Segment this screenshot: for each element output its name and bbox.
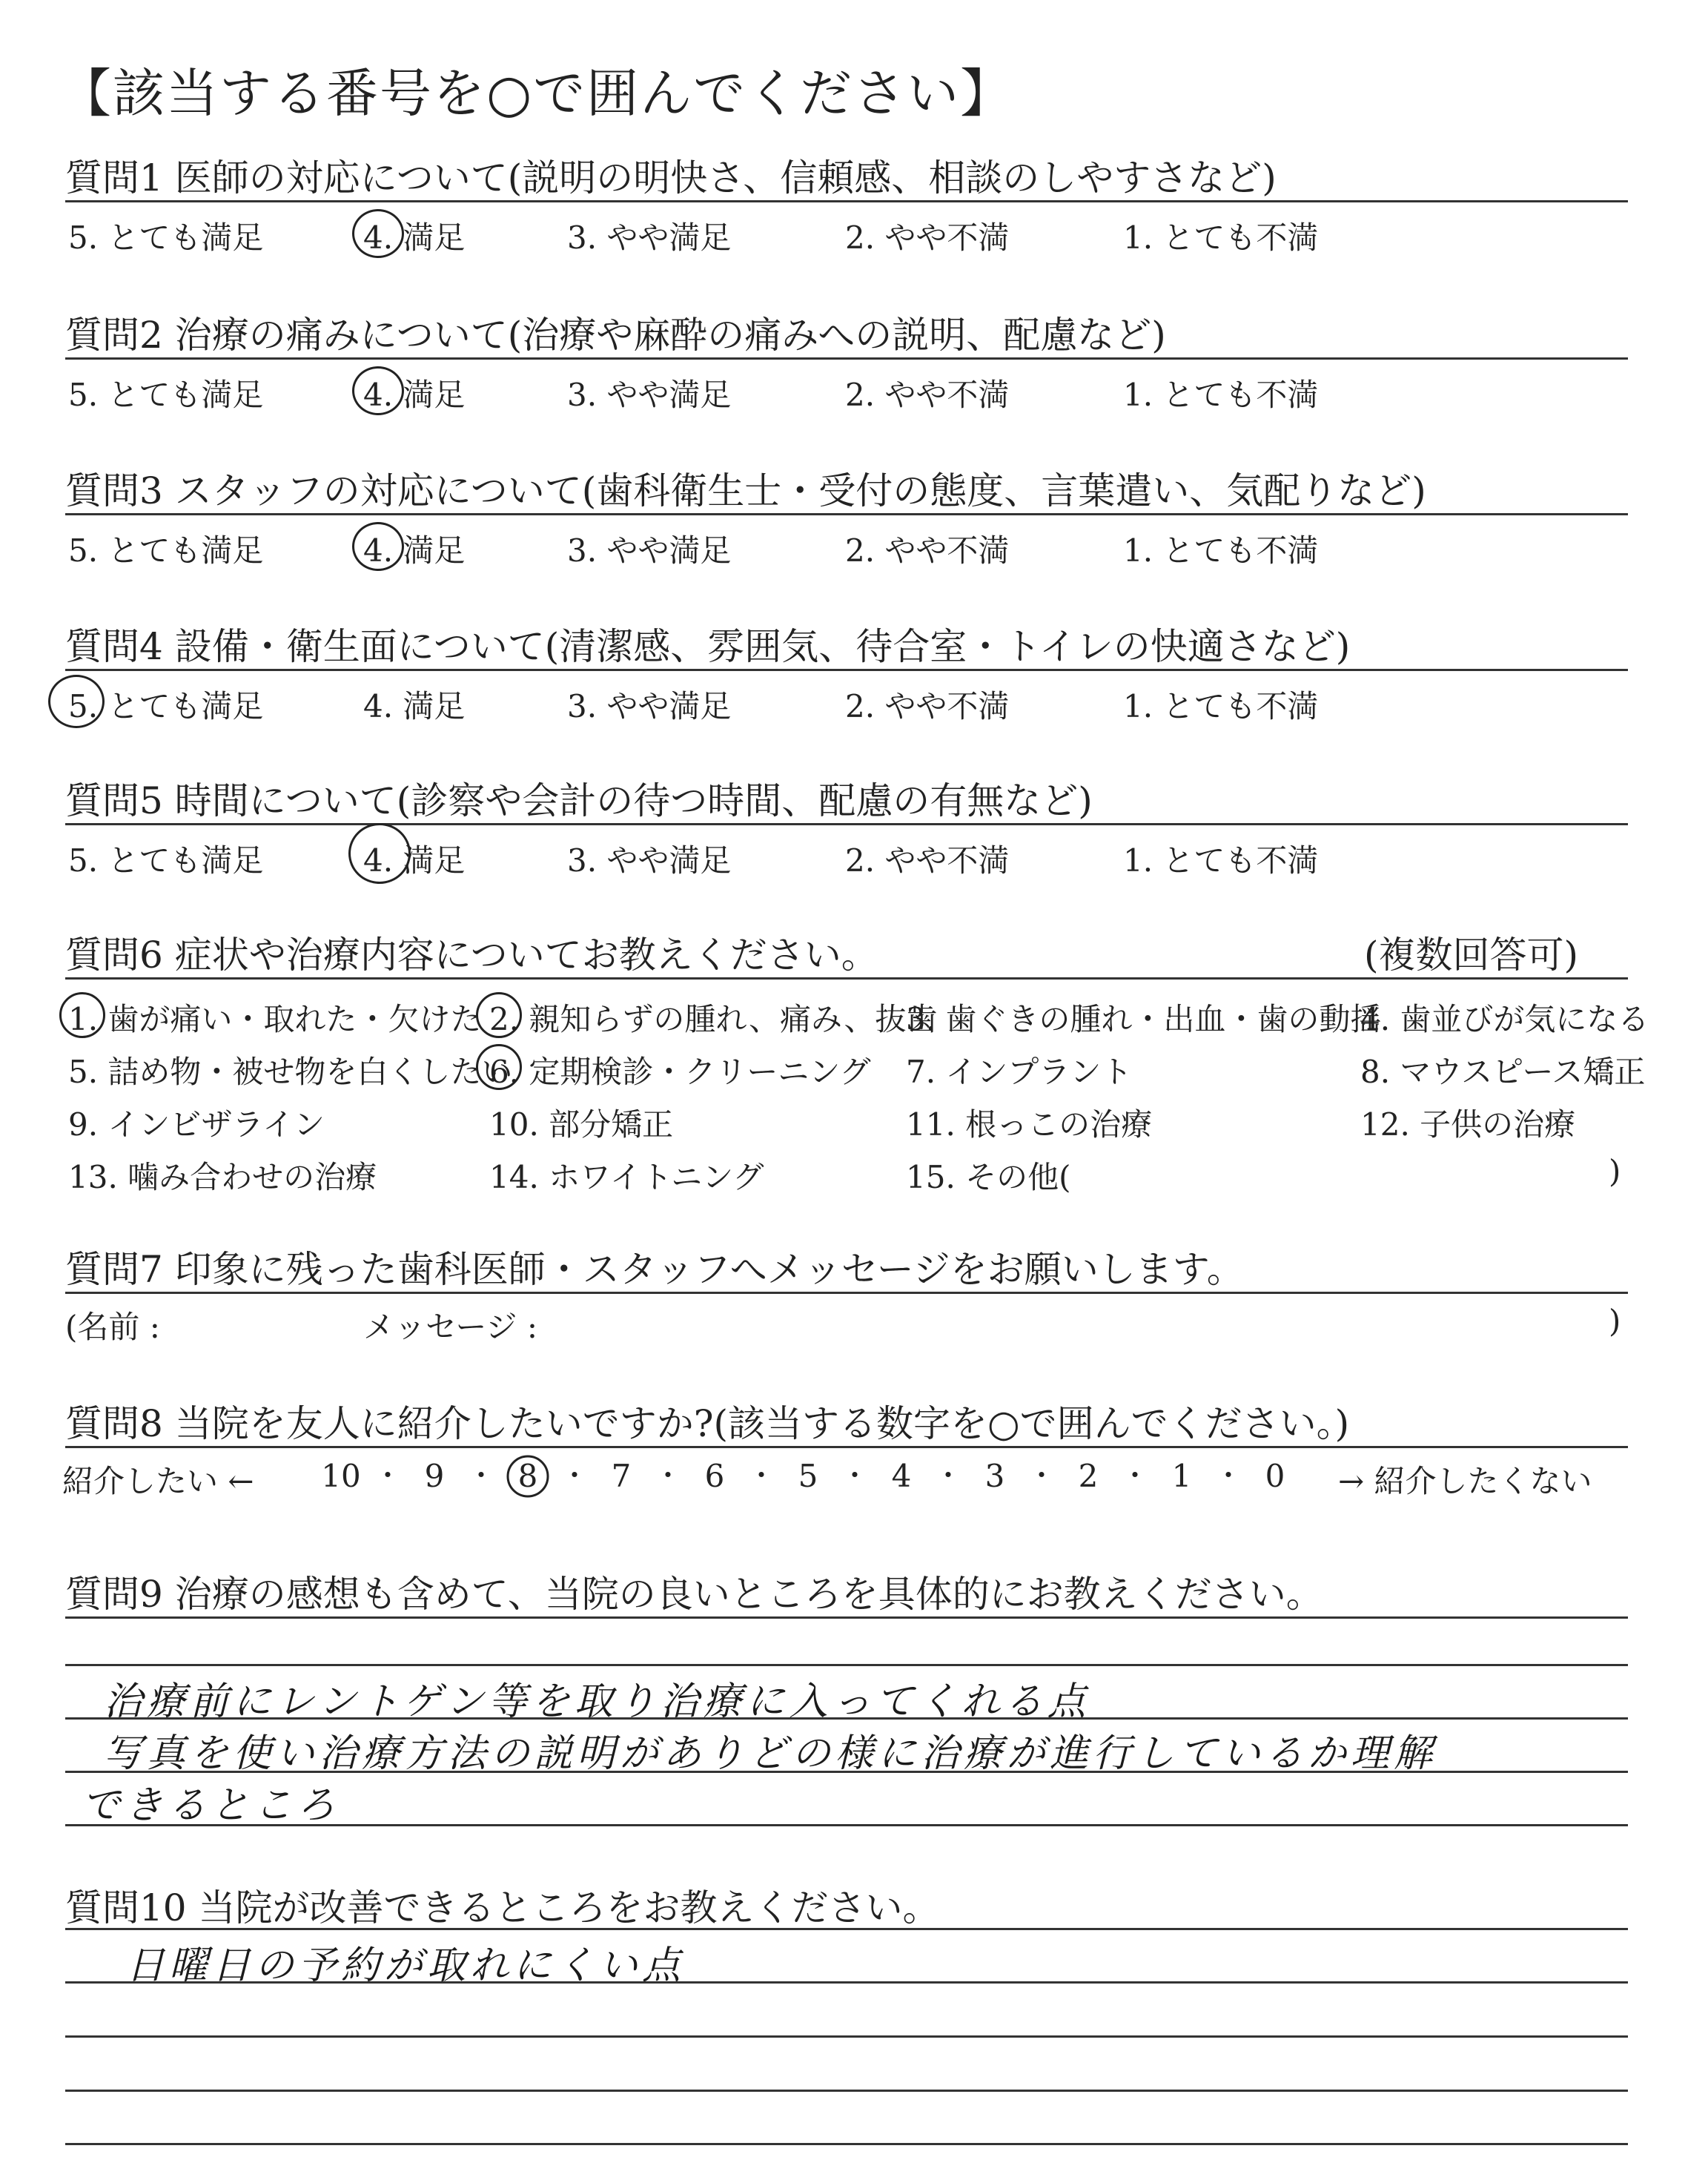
form-header: 【該当する番号を○で囲んでください】 [59,63,1014,124]
q7-close-paren: ) [1609,1303,1621,1339]
q5-selection-circle [348,823,411,884]
q5-option-5[interactable]: 5. とても満足 [68,842,264,879]
q7-message-label: メッセージ : [363,1309,537,1345]
q8-left-label: 紹介したい ← [62,1463,254,1499]
q6-option-7[interactable]: 7. インプラント [906,1054,1133,1090]
q7-rule [65,1292,1628,1294]
q5-rule [65,823,1628,825]
q8-scale-separator: ・ [747,1459,776,1492]
q8-scale-value-6[interactable]: 6 [704,1458,725,1494]
q1-rule [65,200,1628,202]
q4-option-2[interactable]: 2. やや不満 [845,688,1010,724]
q3-option-5[interactable]: 5. とても満足 [68,532,264,569]
q6-option-8[interactable]: 8. マウスピース矯正 [1360,1054,1646,1090]
q1-option-4[interactable]: 4. 満足 [363,219,466,256]
q5-title: 質問5 時間について(診察や会計の待つ時間、配慮の有無など) [65,779,1093,822]
q6-option-3[interactable]: 3. 歯ぐきの腫れ・出血・歯の動揺 [906,1001,1382,1037]
q8-rule [65,1446,1628,1448]
q6-rule [65,977,1628,980]
q5-option-1[interactable]: 1. とても不満 [1123,842,1319,879]
q6-option-5[interactable]: 5. 詰め物・被せ物を白くしたい [68,1054,513,1090]
q8-scale-separator: ・ [560,1459,589,1492]
q6-option-12[interactable]: 12. 子供の治療 [1360,1106,1576,1143]
q4-option-5[interactable]: 5. とても満足 [68,688,264,724]
q3-option-3[interactable]: 3. やや満足 [567,532,732,569]
q7-title: 質問7 印象に残った歯科医師・スタッフへメッセージをお願いします。 [65,1248,1244,1291]
q10-rule-1 [65,1928,1628,1930]
q6-option-14[interactable]: 14. ホワイトニング [489,1159,764,1195]
q4-option-4[interactable]: 4. 満足 [363,688,466,724]
q9-title: 質問9 治療の感想も含めて、当院の良いところを具体的にお教えください。 [65,1573,1323,1616]
q8-scale-separator: ・ [1027,1459,1056,1492]
q9-answer-line-3: できるところ [82,1783,340,1828]
q8-scale-value-7[interactable]: 7 [611,1458,632,1494]
q8-scale [311,1450,1334,1502]
q1-title: 質問1 医師の対応について(説明の明快さ、信頼感、相談のしやすさなど) [65,156,1277,199]
q2-selection-circle [352,366,404,415]
q1-option-3[interactable]: 3. やや満足 [567,219,732,256]
q6-option-6[interactable]: 6. 定期検診・クリーニング [489,1054,871,1090]
q10-answer-line-1: 日曜日の予約が取れにくい点 [126,1943,686,1988]
q10-rule-3 [65,2035,1628,2038]
q6-other-close-paren: ) [1609,1153,1621,1189]
q8-scale-value-9[interactable]: 9 [424,1458,445,1494]
q3-option-1[interactable]: 1. とても不満 [1123,532,1319,569]
q9-rule-1 [65,1616,1628,1619]
q1-option-2[interactable]: 2. やや不満 [845,219,1010,256]
q2-option-2[interactable]: 2. やや不満 [845,377,1010,413]
q2-option-5[interactable]: 5. とても満足 [68,377,264,413]
q10-title: 質問10 当院が改善できるところをお教えください。 [65,1886,940,1929]
q4-selection-circle [48,675,105,728]
q3-selection-circle [352,522,404,571]
q2-title: 質問2 治療の痛みについて(治療や麻酔の痛みへの説明、配慮など) [65,314,1166,357]
q6-option-2-circle [476,992,522,1038]
q6-option-9[interactable]: 9. インビザライン [68,1106,325,1143]
q8-scale-separator: ・ [373,1459,403,1492]
q3-rule [65,513,1628,515]
q8-scale-value-8[interactable]: 8 [517,1458,538,1494]
q1-selection-circle [352,209,404,258]
q8-scale-separator: ・ [653,1459,683,1492]
q8-scale-separator: ・ [466,1459,496,1492]
q8-scale-value-10[interactable]: 10 [321,1458,361,1494]
q8-scale-separator: ・ [1214,1459,1243,1492]
q5-option-3[interactable]: 3. やや満足 [567,842,732,879]
q7-name-label: (名前 : [65,1309,160,1345]
q1-option-1[interactable]: 1. とても不満 [1123,219,1319,256]
q9-answer-line-2: 写真を使い治療方法の説明がありどの様に治療が進行しているか理解 [104,1731,1437,1776]
q8-scale-value-4[interactable]: 4 [891,1458,912,1494]
q8-scale-value-1[interactable]: 1 [1171,1458,1192,1494]
q3-title: 質問3 スタッフの対応について(歯科衛生士・受付の態度、言葉遣い、気配りなど) [65,469,1426,512]
q3-option-2[interactable]: 2. やや不満 [845,532,1010,569]
q4-option-3[interactable]: 3. やや満足 [567,688,732,724]
q5-option-4[interactable]: 4. 満足 [363,842,466,879]
q6-option-1[interactable]: 1. 歯が痛い・取れた・欠けた [68,1001,482,1037]
q6-option-15[interactable]: 15. その他( [906,1159,1071,1195]
q5-option-2[interactable]: 2. やや不満 [845,842,1010,879]
q6-option-6-circle [476,1044,522,1090]
q6-option-11[interactable]: 11. 根っこの治療 [906,1106,1153,1143]
q8-scale-value-0[interactable]: 0 [1265,1458,1285,1494]
q6-option-2[interactable]: 2. 親知らずの腫れ、痛み、抜歯 [489,1001,938,1037]
q6-note: (複数回答可) [1364,934,1579,977]
q6-title: 質問6 症状や治療内容についてお教えください。 [65,934,878,977]
q8-scale-separator: ・ [840,1459,870,1492]
q2-option-4[interactable]: 4. 満足 [363,377,466,413]
q9-rule-2 [65,1664,1628,1666]
q4-option-1[interactable]: 1. とても不満 [1123,688,1319,724]
q6-option-13[interactable]: 13. 噛み合わせの治療 [68,1159,377,1195]
q10-rule-4 [65,2090,1628,2092]
q4-title: 質問4 設備・衛生面について(清潔感、雰囲気、待合室・トイレの快適さなど) [65,625,1351,668]
q2-option-1[interactable]: 1. とても不満 [1123,377,1319,413]
q6-option-10[interactable]: 10. 部分矯正 [489,1106,674,1143]
q8-scale-separator: ・ [933,1459,963,1492]
q8-scale-value-2[interactable]: 2 [1078,1458,1099,1494]
q10-rule-5 [65,2143,1628,2145]
q8-right-label: → 紹介したくない [1338,1463,1592,1499]
q8-scale-value-5[interactable]: 5 [798,1458,818,1494]
q2-rule [65,357,1628,360]
q8-scale-separator: ・ [1120,1459,1150,1492]
q3-option-4[interactable]: 4. 満足 [363,532,466,569]
q2-option-3[interactable]: 3. やや満足 [567,377,732,413]
q4-rule [65,669,1628,671]
q8-scale-value-3[interactable]: 3 [984,1458,1005,1494]
q9-answer-line-1: 治療前にレントゲン等を取り治療に入ってくれる点 [104,1680,1090,1724]
q1-option-5[interactable]: 5. とても満足 [68,219,264,256]
q6-option-4[interactable]: 4. 歯並びが気になる [1360,1001,1649,1037]
q8-title: 質問8 当院を友人に紹介したいですか?(該当する数字を○で囲んでください。) [65,1402,1350,1445]
q6-option-1-circle [59,992,105,1038]
